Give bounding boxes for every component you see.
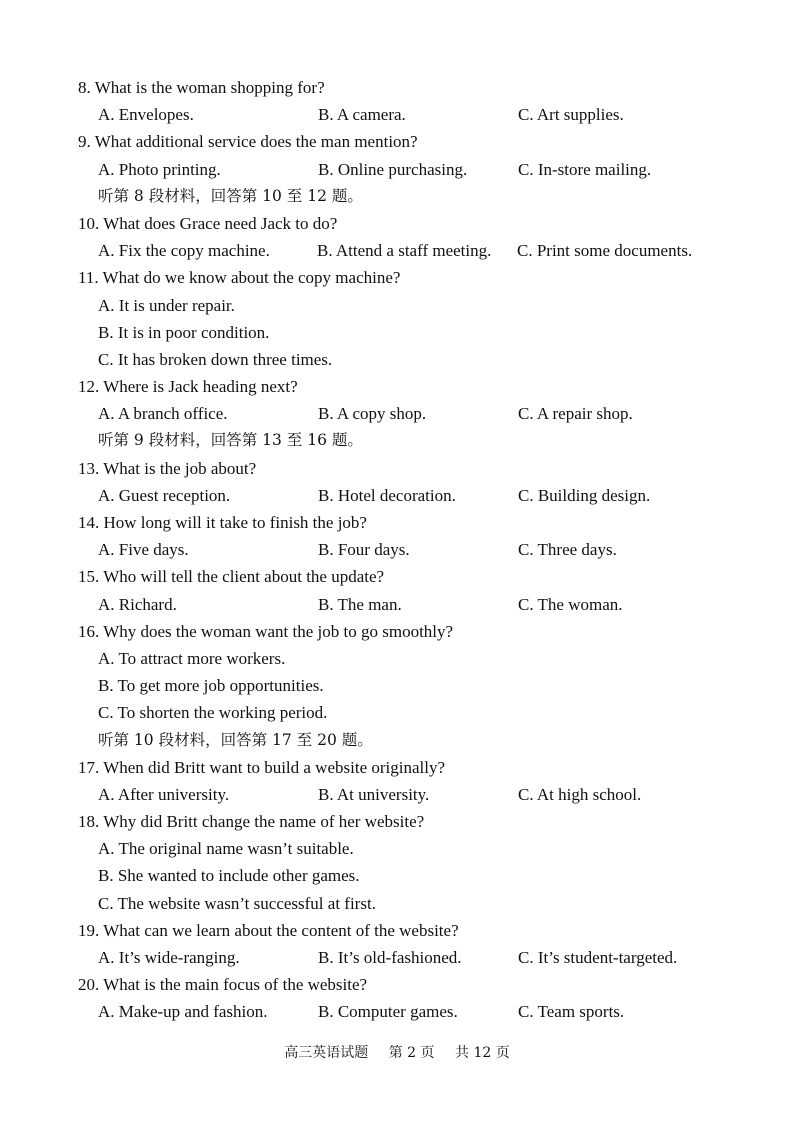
answer-option-a: A. Guest reception. bbox=[98, 485, 231, 505]
footer-page-number: 第 2 页 bbox=[388, 1045, 435, 1061]
answer-option-b: B. It’s old-fashioned. bbox=[318, 948, 462, 967]
answer-option-c: C. Building design. bbox=[518, 485, 651, 505]
answer-option: A. The original name wasn’t suitable. bbox=[98, 839, 354, 859]
answer-option: C. To shorten the working period. bbox=[98, 703, 328, 723]
answer-option: C. It has broken down three times. bbox=[98, 349, 333, 369]
answer-option-a: A. It’s wide-ranging. bbox=[98, 948, 240, 967]
answer-options-row bbox=[78, 400, 778, 427]
answer-option-a: A. Envelopes. bbox=[98, 105, 194, 125]
question-text: 14. How long will it take to finish the job? bbox=[78, 513, 367, 532]
question-text: 11. What do we know about the copy machine? bbox=[78, 268, 401, 288]
answer-option-c: C. Three days. bbox=[518, 540, 617, 560]
answer-option-a: A. A branch office. bbox=[98, 404, 228, 424]
answer-option-a: A. Make-up and fashion. bbox=[98, 1002, 268, 1022]
answer-option-b: B. At university. bbox=[318, 784, 430, 804]
question-text: 20. What is the main focus of the website? bbox=[78, 975, 368, 995]
answer-options-row bbox=[78, 156, 778, 183]
answer-option-a: A. Five days. bbox=[98, 540, 189, 560]
answer-option-c: C. A repair shop. bbox=[518, 404, 633, 424]
answer-option-b: B. Hotel decoration. bbox=[318, 485, 456, 505]
section-instruction: 听第 10 段材料，回答第 17 至 20 题。 bbox=[98, 730, 373, 749]
answer-option-a: A. Photo printing. bbox=[98, 159, 221, 179]
page-footer bbox=[0, 1040, 794, 1067]
answer-option-c: C. The woman. bbox=[518, 594, 623, 614]
answer-option-c: C. It’s student-targeted. bbox=[518, 948, 678, 967]
answer-option: C. The website wasn’t successful at first. bbox=[98, 893, 376, 913]
answer-option: A. To attract more workers. bbox=[98, 648, 286, 668]
question-text: 16. Why does the woman want the job to go smoothly? bbox=[78, 621, 454, 641]
answer-option-b: B. Computer games. bbox=[318, 1002, 458, 1022]
question-text: 18. Why did Britt change the name of her website? bbox=[78, 812, 425, 832]
answer-option-b: B. Attend a staff meeting. bbox=[317, 241, 492, 261]
answer-option-b: B. The man. bbox=[318, 594, 402, 614]
footer-exam-title: 高三英语试题 bbox=[284, 1045, 369, 1061]
question-text: 10. What does Grace need Jack to do? bbox=[78, 213, 338, 233]
answer-option-b: B. A camera. bbox=[318, 105, 406, 125]
section-instruction: 听第 8 段材料，回答第 10 至 12 题。 bbox=[98, 186, 363, 205]
answer-options-row bbox=[78, 101, 778, 128]
answer-option: B. To get more job opportunities. bbox=[98, 676, 324, 696]
answer-option: B. She wanted to include other games. bbox=[98, 866, 360, 886]
answer-option-c: C. Art supplies. bbox=[518, 105, 624, 125]
section-instruction: 听第 9 段材料，回答第 13 至 16 题。 bbox=[98, 431, 363, 450]
question-text: 17. When did Britt want to build a website originally? bbox=[78, 757, 446, 777]
answer-option-b: B. Online purchasing. bbox=[318, 159, 468, 179]
question-list bbox=[78, 74, 778, 1026]
answer-option-b: B. Four days. bbox=[318, 540, 410, 560]
answer-option-c: C. Print some documents. bbox=[517, 241, 693, 261]
answer-options-row bbox=[78, 482, 778, 509]
answer-options-row bbox=[78, 781, 778, 808]
answer-options-row bbox=[78, 591, 778, 618]
question-text: 12. Where is Jack heading next? bbox=[78, 377, 298, 397]
answer-option-a: A. Richard. bbox=[98, 594, 177, 614]
answer-option-c: C. At high school. bbox=[518, 784, 642, 804]
answer-option: A. It is under repair. bbox=[98, 295, 235, 315]
answer-option-c: C. In-store mailing. bbox=[518, 159, 652, 179]
question-text: 9. What additional service does the man mention? bbox=[78, 132, 418, 152]
answer-option-c: C. Team sports. bbox=[518, 1002, 625, 1022]
question-text: 19. What can we learn about the content of the website? bbox=[78, 920, 459, 940]
question-text: 13. What is the job about? bbox=[78, 458, 257, 478]
answer-options-row bbox=[78, 237, 778, 264]
answer-options-row bbox=[78, 536, 778, 563]
answer-option-a: A. Fix the copy machine. bbox=[98, 241, 270, 261]
footer-total-pages: 共 12 页 bbox=[455, 1045, 510, 1061]
question-text: 15. Who will tell the client about the update? bbox=[78, 567, 385, 587]
answer-option-b: B. A copy shop. bbox=[318, 404, 427, 424]
question-text: 8. What is the woman shopping for? bbox=[78, 78, 325, 97]
answer-options-row bbox=[78, 998, 778, 1025]
answer-option-a: A. After university. bbox=[98, 784, 230, 804]
answer-option: B. It is in poor condition. bbox=[98, 322, 270, 342]
answer-options-row bbox=[78, 944, 778, 971]
